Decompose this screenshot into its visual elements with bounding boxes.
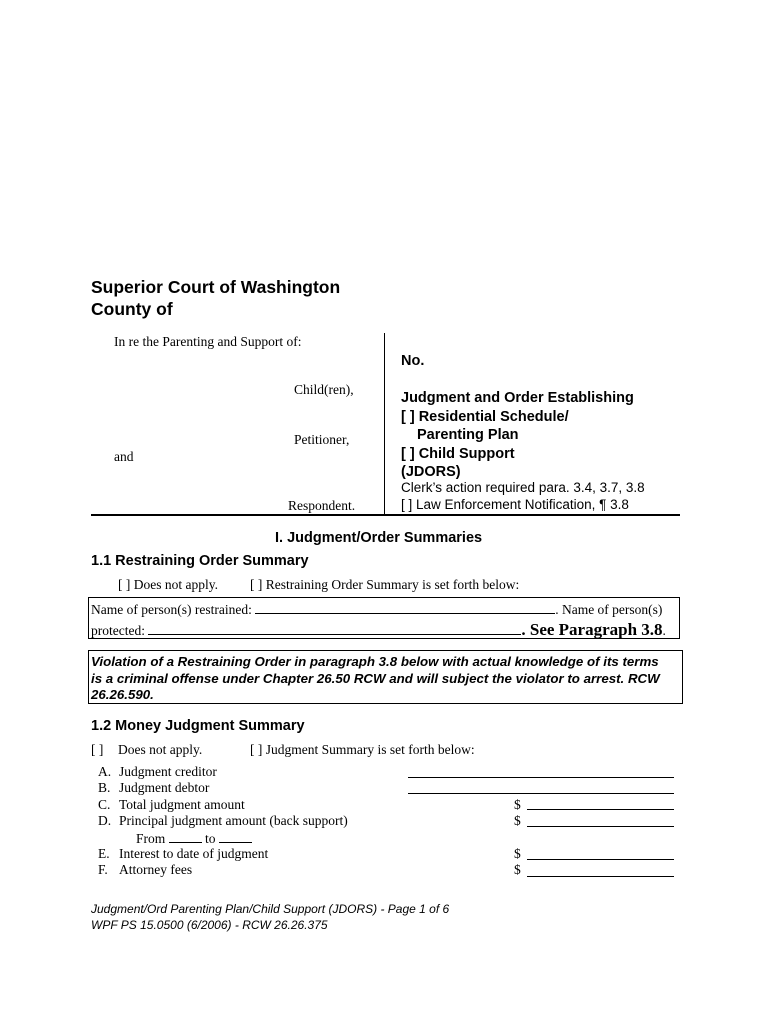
title-line-4: [ ] Child Support: [401, 445, 515, 462]
item-e-letter: E.: [98, 846, 110, 861]
violation-notice: Violation of a Restraining Order in paragraph 3.8 below with actual knowledge of its terms is a criminal offense under Chapter 26.50 RCW and will subject the violator to arrest. RCW 26.26.590.: [91, 654, 660, 702]
title-line-1: Judgment and Order Establishing: [401, 390, 634, 406]
restraining-set-forth: [ ] Restraining Order Summary is set forth below:: [250, 577, 520, 592]
restrained-label: Name of person(s) restrained:: [91, 602, 252, 617]
item-c-label: Total judgment amount: [119, 797, 245, 812]
restrained-field[interactable]: [255, 600, 555, 614]
section-heading: I. Judgment/Order Summaries: [275, 530, 483, 546]
court-name: Superior Court of Washington: [91, 277, 341, 297]
to-label: to: [205, 831, 216, 846]
item-d-label: Principal judgment amount (back support): [119, 813, 348, 828]
respondent-label: Respondent.: [288, 498, 356, 513]
petitioner-label: Petitioner,: [294, 432, 350, 447]
footer-line-2: WPF PS 15.0500 (6/2006) - RCW 26.26.375: [91, 918, 328, 932]
children-label: Child(ren),: [294, 382, 354, 397]
item-b-letter: B.: [98, 780, 111, 795]
clerk-note: Clerk’s action required para. 3.4, 3.7, 3.8: [401, 480, 645, 495]
item-f-label: Attorney fees: [119, 862, 193, 877]
from-to-row: [136, 829, 252, 847]
restraining-order-heading: 1.1 Restraining Order Summary: [91, 553, 309, 569]
see-paragraph: . See Paragraph 3.8: [521, 620, 663, 639]
judgment-debtor-field[interactable]: [408, 793, 674, 794]
principal-judgment-field[interactable]: [527, 826, 674, 827]
in-re-text: In re the Parenting and Support of:: [114, 334, 302, 349]
title-line-5: (JDORS): [401, 464, 461, 480]
money-judgment-heading: 1.2 Money Judgment Summary: [91, 718, 305, 734]
item-e-dollar: $: [514, 846, 521, 861]
title-line-3: Parenting Plan: [417, 427, 519, 443]
item-d-letter: D.: [98, 813, 112, 828]
page-footer: [91, 901, 449, 933]
money-set-forth: [ ] Judgment Summary is set forth below:: [250, 742, 475, 757]
caption-divider: [384, 333, 385, 516]
judgment-creditor-field[interactable]: [408, 777, 674, 778]
item-b-label: Judgment debtor: [119, 780, 210, 795]
item-f-dollar: $: [514, 862, 521, 877]
item-e-label: Interest to date of judgment: [119, 846, 269, 861]
from-date-field[interactable]: [169, 829, 202, 843]
restraining-does-not-apply: [ ] Does not apply.: [118, 577, 218, 592]
to-date-field[interactable]: [219, 829, 252, 843]
caption-bottom-rule: [91, 514, 680, 516]
document-title: [401, 389, 634, 482]
item-a-label: Judgment creditor: [119, 764, 217, 779]
protected-label: protected:: [91, 623, 145, 638]
restrained-row: [91, 600, 662, 618]
item-c-dollar: $: [514, 797, 521, 812]
attorney-fees-field[interactable]: [527, 876, 674, 877]
protected-field[interactable]: [148, 621, 521, 635]
total-judgment-field[interactable]: [527, 809, 674, 810]
footer-line-1: Judgment/Ord Parenting Plan/Child Support (JDORS) - Page 1 of 6: [91, 902, 450, 916]
from-label: From: [136, 831, 166, 846]
restrained-suffix: . Name of person(s): [555, 602, 663, 617]
see-paragraph-period: .: [662, 623, 666, 638]
law-enforcement-note: [ ] Law Enforcement Notification, ¶ 3.8: [401, 497, 629, 512]
case-number-label: No.: [401, 353, 425, 369]
protected-row: [91, 620, 666, 640]
and-label: and: [114, 449, 134, 464]
item-d-dollar: $: [514, 813, 521, 828]
item-a-letter: A.: [98, 764, 112, 779]
item-c-letter: C.: [98, 797, 111, 812]
interest-field[interactable]: [527, 859, 674, 860]
item-f-letter: F.: [98, 862, 108, 877]
court-header: [91, 276, 340, 320]
money-does-not-apply: Does not apply.: [118, 742, 203, 757]
county-name: County of: [91, 299, 173, 319]
money-bracket: [ ]: [91, 742, 104, 757]
title-line-2: [ ] Residential Schedule/: [401, 408, 569, 425]
